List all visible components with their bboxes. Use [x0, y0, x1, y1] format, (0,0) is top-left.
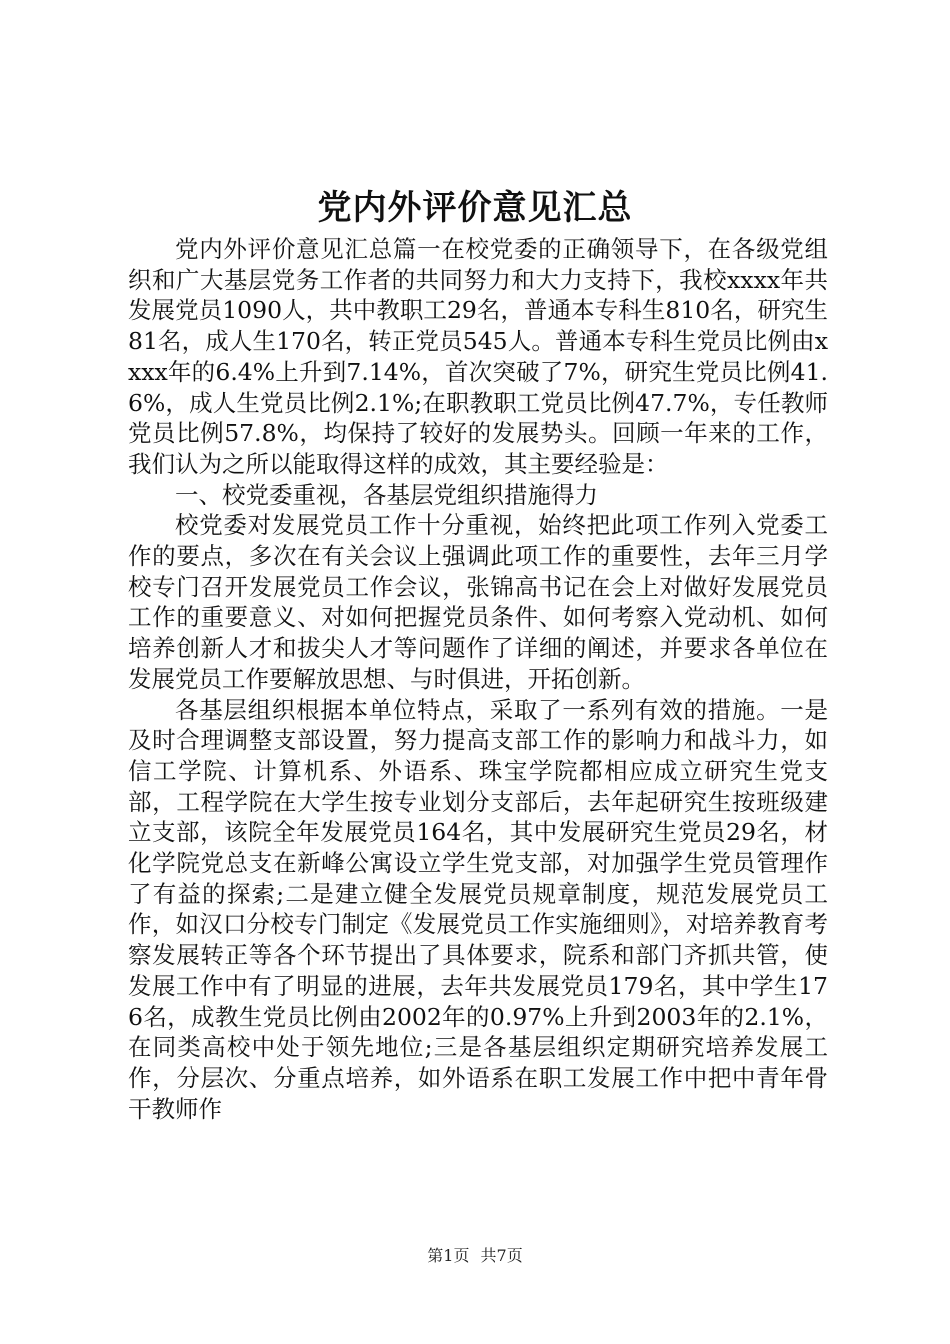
page-number: 第1页 — [427, 1246, 470, 1265]
document-title: 党内外评价意见汇总 — [317, 188, 633, 228]
document-body — [128, 234, 828, 1124]
section-heading-1: 一、校党委重视，各基层党组织措施得力 — [175, 480, 598, 509]
page-total: 共7页 — [480, 1246, 523, 1265]
paragraph-intro: 党内外评价意见汇总篇一在校党委的正确领导下，在各级党组织和广大基层党务工作者的共同努力和大力支持下，我校xxxx年共发展党员1090人，共中教职工29名，普通本专科生810名，研究生81名，成人生170名，转正党员545人。普通本专科生党员比例由xxxx年的6.4%上升到7.14%，首次突破了7%，研究生党员比例41.6%，成人生党员比例2.1%;在职教职工党员比例47.7%，专任教师党员比例57.8%，均保持了较好的发展势头。回顾一年来的工作，我们认为之所以能取得这样的成效，其主要经验是： — [128, 235, 828, 478]
page-footer — [0, 1246, 950, 1266]
paragraph-party-committee: 校党委对发展党员工作十分重视，始终把此项工作列入党委工作的要点，多次在有关会议上强调此项工作的重要性，去年三月学校专门召开发展党员工作会议，张锦高书记在会上对做好发展党员工作的重要意义、对如何把握党员条件、如何考察入党动机、如何培养创新人才和拔尖人才等问题作了详细的阐述，并要求各单位在发展党员工作要解放思想、与时俱进，开拓创新。 — [128, 511, 828, 693]
paragraph-grassroots-measures: 各基层组织根据本单位特点，采取了一系列有效的措施。一是及时合理调整支部设置，努力提高支部工作的影响力和战斗力，如信工学院、计算机系、外语系、珠宝学院都相应成立研究生党支部，工程学院在大学生按专业划分支部后，去年起研究生按班级建立支部，该院全年发展党员164名，其中发展研究生党员29名，材化学院党总支在新峰公寓设立学生党支部，对加强学生党员管理作了有益的探索;二是建立健全发展党员规章制度，规范发展党员工作，如汉口分校专门制定《发展党员工作实施细则》，对培养教育考察发展转正等各个环节提出了具体要求，院系和部门齐抓共管，使发展工作中有了明显的进展，去年共发展党员179名，其中学生176名，成教生党员比例由2002年的0.97%上升到2003年的2.1%，在同类高校中处于领先地位;三是各基层组织定期研究培养发展工作，分层次、分重点培养，如外语系在职工发展工作中把中青年骨干教师作 — [128, 695, 828, 1123]
